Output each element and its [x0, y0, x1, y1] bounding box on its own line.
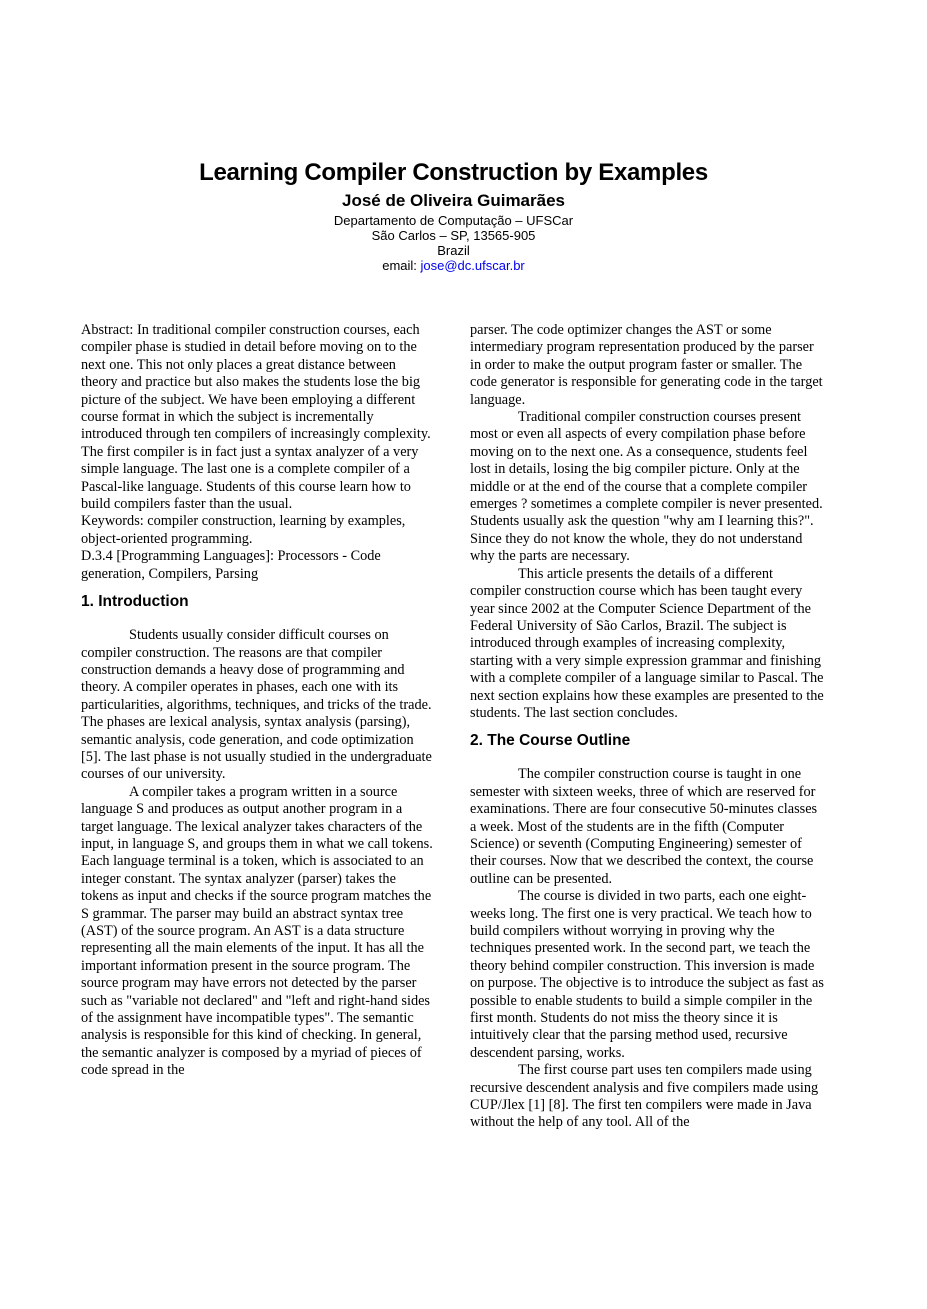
intro-paragraph-2: A compiler takes a program written in a source language S and produces as output another program in a target language. The lexical analyzer takes characters of the input, in language S, and groups them in what we call tokens. Each language terminal is a token, which is associated to an integer constant. The syntax analyzer (parser) takes the tokens as input and checks if the source program matches the S grammar. The parser may build an abstract syntax tree (AST) of the source program. An AST is a data structure representing all the main elements of the input. It has all the important information present in the source program. The source program may have errors not detected by the parser such as "variable not declared" and "left and right-hand sides of the assignment have incompatible types". The semantic analysis is responsible for this kind of checking. In general, the semantic analyzer is composed by a myriad of pieces of code spread in the — [81, 783, 433, 1079]
outline-paragraph-2: The course is divided in two parts, each one eight-weeks long. The first one is very practical. We teach how to build compilers without worrying in proving why the techniques presented work. In the second part, we teach the theory behind compiler construction. This inversion is made on purpose. The objective is to introduce the subject as fast as possible to enable students to build a simple compiler in the first month. Students do not miss the theory since it is intuitively clear that the parsing method used, recursive descendent parsing, works. — [470, 888, 824, 1061]
author-name: José de Oliveira Guimarães — [341, 191, 565, 210]
abstract-paragraph: Abstract: In traditional compiler construction courses, each compiler phase is studied in detail before moving on to the next one. This not only places a great distance between theory and practice but also makes the students lose the big picture of the subject. We have been employing a different course format in which the subject is incrementally introduced through ten compilers of increasingly complexity. The first compiler is in fact just a syntax analyzer of a very simple language. The last one is a complete compiler of a Pascal-like language. Students of this course learn how to build compilers faster than the usual. — [81, 322, 431, 513]
email-line — [81, 258, 826, 273]
affiliation-country: Brazil — [437, 243, 470, 258]
paper-title: Learning Compiler Construction by Examples — [199, 159, 708, 186]
email-label: email: — [382, 258, 421, 273]
acm-categories-paragraph: D.3.4 [Programming Languages]: Processors - Code generation, Compilers, Parsing — [81, 548, 381, 582]
email-link[interactable]: jose@dc.ufscar.br — [420, 258, 525, 273]
affiliation-city: São Carlos – SP, 13565-905 — [371, 228, 536, 243]
intro-paragraph-3: Traditional compiler construction courses present most or even all aspects of every compilation phase before moving on to the next one. As a consequence, students feel lost in details, losing the big compiler picture. Only at the middle or at the end of the course that a complete compiler emerges ? sometimes a complete compiler is never presented. Students usually ask the question "why am I learning this?". Since they do not know the whole, they do not understand why the parts are necessary. — [470, 409, 823, 565]
outline-paragraph-1: The compiler construction course is taught in one semester with sixteen weeks, three of which are reserved for examinations. There are four consecutive 50-minutes classes a week. Most of the students are in the fifth (Computer Science) or seventh (Computing Engineering) semester of their courses. Now that we described the context, the course outline can be presented. — [470, 766, 818, 887]
section-heading-course-outline: 2. The Course Outline — [470, 732, 631, 750]
intro-paragraph-2-continuation: parser. The code optimizer changes the AST or some intermediary program representation produced by the parser in order to make the output program faster or smaller. The code generator is responsible for generating code in the target language. — [470, 322, 823, 408]
affiliation-department: Departamento de Computação – UFSCar — [333, 213, 574, 228]
intro-paragraph-4: This article presents the details of a different compiler construction course which has been taught every year since 2002 at the Computer Science Department of the Federal University of São Carlos, Brazil. The subject is introduced through examples of increasing complexity, starting with a very simple expression grammar and finishing with a complete compiler of a language similar to Pascal. The next section explains how these examples are presented to the students. The last section concludes. — [470, 565, 824, 721]
right-column — [470, 322, 826, 1132]
keywords-paragraph: Keywords: compiler construction, learning by examples, object-oriented programming. — [81, 513, 406, 547]
outline-paragraph-3: The first course part uses ten compilers made using recursive descendent analysis and five compilers made using CUP/Jlex [1] [8]. The first ten compilers were made in Java without the help of any tool. All of the — [470, 1062, 819, 1131]
intro-paragraph-1: Students usually consider difficult courses on compiler construction. The reasons are that compiler construction demands a heavy dose of programming and theory. A compiler operates in phases, each one with its particularities, algorithms, techniques, and tricks of the trade. The phases are lexical analysis, syntax analysis (parsing), semantic analysis, code generation, and code optimization [5]. The last phase is not usually studied in the undergraduate courses of our university. — [81, 627, 432, 783]
two-column-body — [81, 322, 826, 1132]
paper-header — [81, 160, 826, 273]
left-column — [81, 322, 435, 1132]
section-heading-introduction: 1. Introduction — [81, 593, 189, 611]
